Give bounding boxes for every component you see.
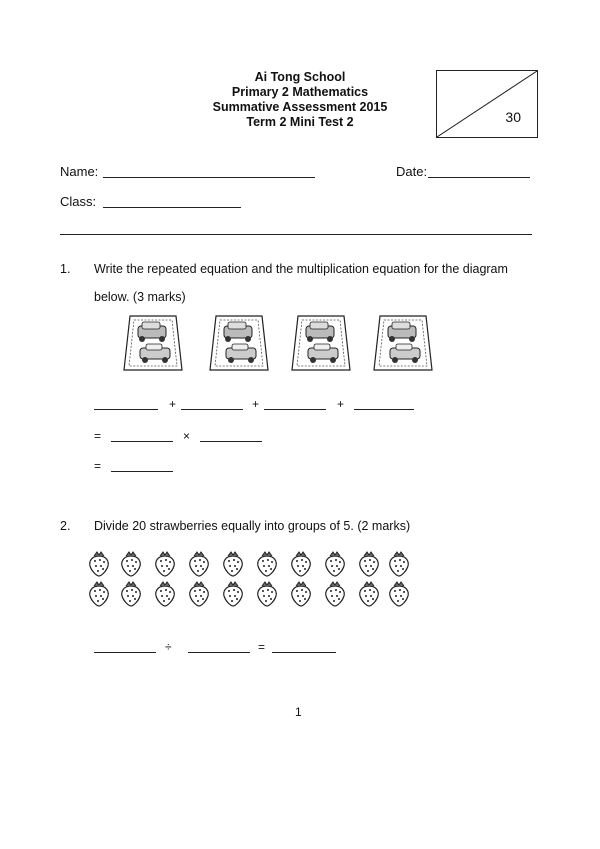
- equals-sign-2: =: [94, 459, 102, 473]
- dividend-blank[interactable]: [94, 652, 156, 653]
- q1-text-line1: Write the repeated equation and the multiplication equation for the diagram: [94, 262, 508, 276]
- strawberry-icon: [90, 582, 108, 606]
- strawberry-icon: [190, 552, 208, 576]
- test-title: Term 2 Mini Test 2: [246, 115, 354, 129]
- strawberry-icon: [224, 552, 242, 576]
- strawberry-icon: [156, 552, 174, 576]
- plus-sign-3: +: [337, 397, 345, 411]
- date-label: Date:: [396, 164, 428, 179]
- factor-2-blank[interactable]: [200, 441, 262, 442]
- product-blank[interactable]: [111, 471, 173, 472]
- divide-sign: ÷: [165, 640, 172, 654]
- subject-title: Primary 2 Mathematics: [231, 85, 369, 99]
- strawberry-icon: [390, 552, 408, 576]
- plus-sign-1: +: [169, 397, 177, 411]
- divisor-blank[interactable]: [188, 652, 250, 653]
- strawberry-icon: [360, 582, 378, 606]
- strawberry-icon: [190, 582, 208, 606]
- addend-3-blank[interactable]: [264, 409, 326, 410]
- q1-number: 1.: [60, 262, 71, 276]
- toy-car-tray-icon: [210, 316, 268, 370]
- q2-text: Divide 20 strawberries equally into groups of 5. (2 marks): [94, 519, 411, 533]
- toy-trays-diagram: [120, 312, 440, 376]
- strawberry-icon: [326, 582, 344, 606]
- name-label: Name:: [60, 164, 99, 179]
- equals-sign-3: =: [258, 640, 266, 654]
- class-label: Class:: [60, 194, 97, 209]
- quotient-blank[interactable]: [272, 652, 336, 653]
- strawberry-icon: [360, 552, 378, 576]
- page-number: 1: [295, 705, 302, 719]
- strawberry-icon: [156, 582, 174, 606]
- strawberry-icon: [122, 582, 140, 606]
- school-name: Ai Tong School: [254, 70, 346, 84]
- toy-car-tray-icon: [374, 316, 432, 370]
- strawberry-icon: [90, 552, 108, 576]
- strawberry-icon: [258, 552, 276, 576]
- school-header: [180, 70, 420, 130]
- strawberry-icon: [122, 552, 140, 576]
- plus-sign-2: +: [252, 397, 260, 411]
- strawberry-icon: [390, 582, 408, 606]
- addend-1-blank[interactable]: [94, 409, 158, 410]
- strawberry-icon: [292, 552, 310, 576]
- strawberry-icon: [224, 582, 242, 606]
- strawberry-icon: [326, 552, 344, 576]
- strawberry-row-1: [90, 552, 408, 576]
- addend-2-blank[interactable]: [181, 409, 243, 410]
- assessment-title: Summative Assessment 2015: [212, 100, 388, 114]
- strawberry-row-2: [90, 582, 408, 606]
- name-field[interactable]: [103, 177, 315, 178]
- q2-number: 2.: [60, 519, 71, 533]
- addend-4-blank[interactable]: [354, 409, 414, 410]
- score-box: [436, 70, 538, 138]
- score-total: 30: [505, 109, 521, 125]
- date-field[interactable]: [428, 177, 530, 178]
- class-field[interactable]: [103, 207, 241, 208]
- toy-car-tray-icon: [124, 316, 182, 370]
- factor-1-blank[interactable]: [111, 441, 173, 442]
- strawberry-icon: [258, 582, 276, 606]
- header-divider: [60, 234, 532, 235]
- strawberries-diagram: [88, 550, 418, 610]
- toy-car-tray-icon: [292, 316, 350, 370]
- times-sign: ×: [183, 429, 191, 443]
- strawberry-icon: [292, 582, 310, 606]
- q1-text-line2: below. (3 marks): [94, 290, 186, 304]
- equals-sign-1: =: [94, 429, 102, 443]
- score-diagonal: [437, 71, 537, 137]
